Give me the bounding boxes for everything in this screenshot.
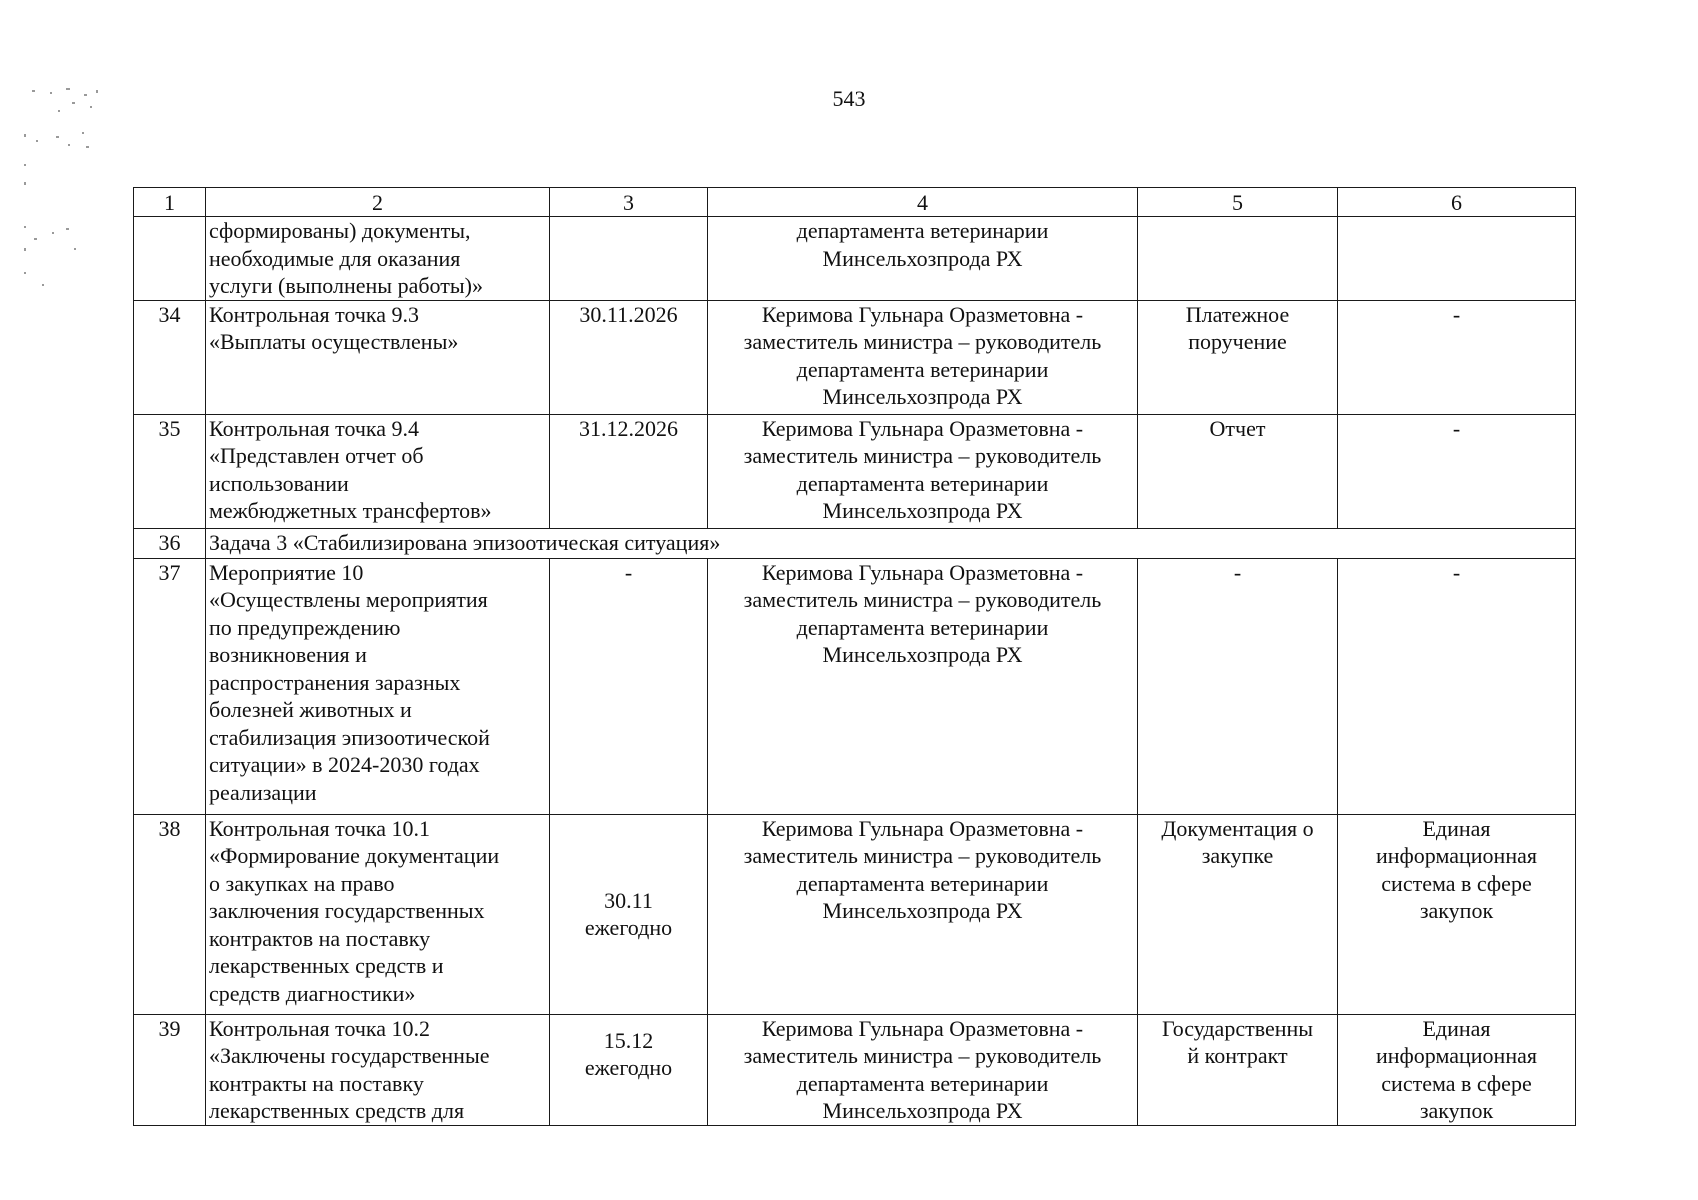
column-number-5: 5	[1138, 188, 1338, 217]
row-responsible: Керимова Гульнара Оразметовна - заместитель министра – руководитель департамента ветеринарии Минсельхозпрода РХ	[708, 300, 1138, 414]
row-date: 15.12 ежегодно	[550, 1014, 708, 1125]
row-number: 36	[134, 528, 206, 558]
row-responsible: Керимова Гульнара Оразметовна - заместитель министра – руководитель департамента ветеринарии Минсельхозпрода РХ	[708, 1014, 1138, 1125]
row-date: 30.11.2026	[550, 300, 708, 414]
table-row	[134, 414, 1576, 528]
row-document	[1138, 217, 1338, 301]
column-number-3: 3	[550, 188, 708, 217]
row-date: -	[550, 558, 708, 814]
row-system: -	[1338, 300, 1576, 414]
task-title: Задача 3 «Стабилизирована эпизоотическая ситуация»	[206, 528, 1576, 558]
row-document: Отчет	[1138, 414, 1338, 528]
task-row	[134, 528, 1576, 558]
row-responsible: департамента ветеринарии Минсельхозпрода РХ	[708, 217, 1138, 301]
column-number-1: 1	[134, 188, 206, 217]
table-row	[134, 217, 1576, 301]
row-name: Контрольная точка 9.4 «Представлен отчет об использовании межбюджетных трансфертов»	[206, 414, 550, 528]
row-date: 31.12.2026	[550, 414, 708, 528]
row-responsible: Керимова Гульнара Оразметовна - заместитель министра – руководитель департамента ветеринарии Минсельхозпрода РХ	[708, 414, 1138, 528]
row-document: Государственны й контракт	[1138, 1014, 1338, 1125]
column-number-row	[134, 188, 1576, 217]
row-system: Единая информационная система в сфере закупок	[1338, 1014, 1576, 1125]
row-system: -	[1338, 414, 1576, 528]
row-date: 30.11 ежегодно	[550, 814, 708, 1014]
document-table	[133, 187, 1576, 1126]
row-number: 39	[134, 1014, 206, 1125]
row-document: Платежное поручение	[1138, 300, 1338, 414]
row-name: сформированы) документы, необходимые для оказания услуги (выполнены работы)»	[206, 217, 550, 301]
row-number: 35	[134, 414, 206, 528]
row-number: 34	[134, 300, 206, 414]
table-row	[134, 300, 1576, 414]
table-row	[134, 1014, 1576, 1125]
row-number: 38	[134, 814, 206, 1014]
row-number: 37	[134, 558, 206, 814]
row-responsible: Керимова Гульнара Оразметовна - заместитель министра – руководитель департамента ветеринарии Минсельхозпрода РХ	[708, 558, 1138, 814]
table-row	[134, 814, 1576, 1014]
row-document: Документация о закупке	[1138, 814, 1338, 1014]
row-number	[134, 217, 206, 301]
scan-noise-marks	[22, 88, 112, 298]
page-number: 543	[832, 86, 866, 111]
row-date	[550, 217, 708, 301]
column-number-4: 4	[708, 188, 1138, 217]
row-name: Контрольная точка 9.3 «Выплаты осуществлены»	[206, 300, 550, 414]
column-number-6: 6	[1338, 188, 1576, 217]
row-name: Мероприятие 10 «Осуществлены мероприятия по предупреждению возникновения и распространения заразных болезней животных и стабилизация эпизоотической ситуации» в 2024-2030 годах реализации	[206, 558, 550, 814]
row-name: Контрольная точка 10.2 «Заключены государственные контракты на поставку лекарственных средств для	[206, 1014, 550, 1125]
row-system: -	[1338, 558, 1576, 814]
column-number-2: 2	[206, 188, 550, 217]
table-row	[134, 558, 1576, 814]
row-system: Единая информационная система в сфере закупок	[1338, 814, 1576, 1014]
row-system	[1338, 217, 1576, 301]
row-responsible: Керимова Гульнара Оразметовна - заместитель министра – руководитель департамента ветеринарии Минсельхозпрода РХ	[708, 814, 1138, 1014]
row-document: -	[1138, 558, 1338, 814]
row-name: Контрольная точка 10.1 «Формирование документации о закупках на право заключения государственных контрактов на поставку лекарственных средств и средств диагностики»	[206, 814, 550, 1014]
